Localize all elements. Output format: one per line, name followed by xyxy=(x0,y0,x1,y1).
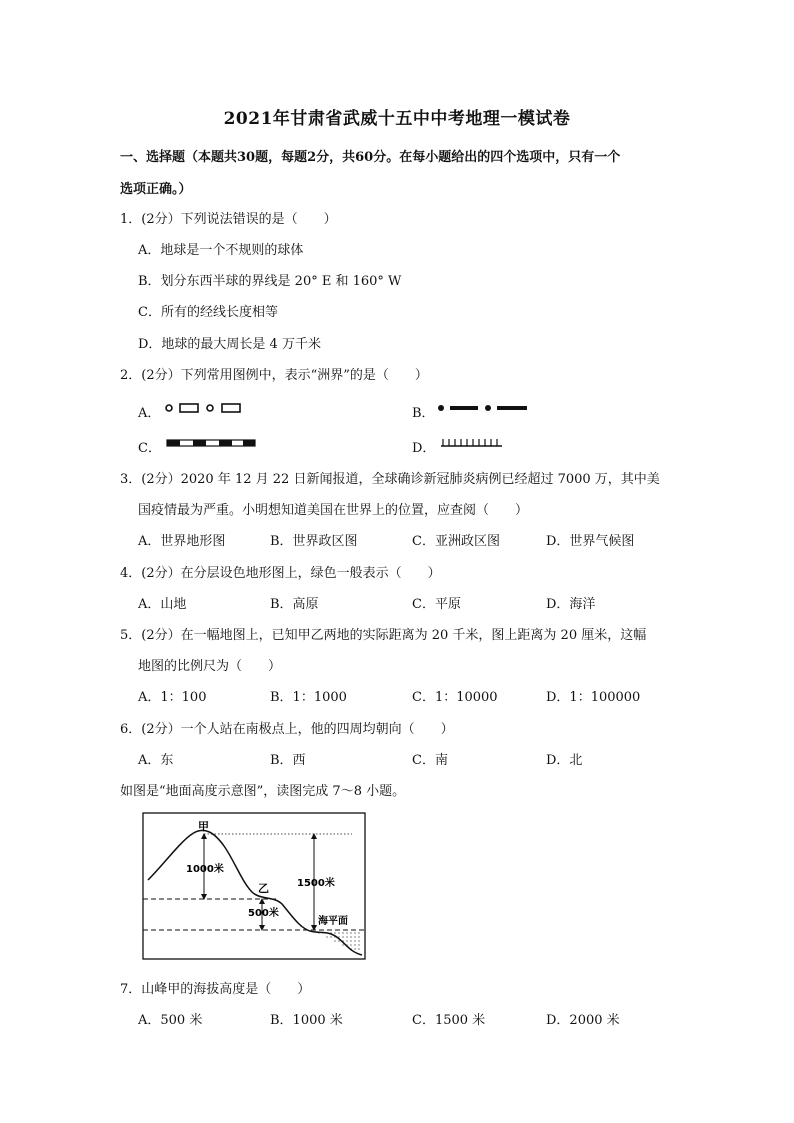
page-title: 2021年甘肃省武威十五中中考地理一模试卷 xyxy=(223,109,571,129)
section-heading-cont: 选项正确。） xyxy=(120,182,192,197)
q5-stem: 5．(2分）在一幅地图上，已知甲乙两地的实际距离为 20 千米，图上距离为 20 厘米，这幅 xyxy=(120,628,647,643)
q1-option-b[interactable]: B．划分东西半球的界线是 20° E 和 160° W xyxy=(138,274,402,289)
q1-option-d[interactable]: D．地球的最大周长是 4 万千米 xyxy=(138,337,321,352)
elevation-diagram xyxy=(142,812,366,960)
q6-stem: 6．(2分）一个人站在南极点上，他的四周均朝向（ ） xyxy=(120,722,454,737)
q3-option-a[interactable]: A．世界地形图 xyxy=(138,534,226,549)
q6-option-d[interactable]: D．北 xyxy=(546,753,583,768)
q3-option-c[interactable]: C．亚洲政区图 xyxy=(412,534,500,549)
q4-option-c[interactable]: C．平原 xyxy=(412,597,461,612)
q4-option-a[interactable]: A．山地 xyxy=(138,597,187,612)
legend-symbol-a-icon xyxy=(164,401,246,415)
q1-option-c[interactable]: C．所有的经线长度相等 xyxy=(138,305,278,320)
q2-option-d[interactable]: D． xyxy=(412,441,436,456)
q7-option-b[interactable]: B．1000 米 xyxy=(270,1013,343,1028)
label-sea-level: 海平面 xyxy=(318,916,348,927)
q3-option-d[interactable]: D．世界气候图 xyxy=(546,534,635,549)
q5-option-d[interactable]: D．1：100000 xyxy=(546,690,641,705)
q3-stem: 3．(2分）2020 年 12 月 22 日新闻报道，全球确诊新冠肺炎病例已经超过 7000 万，其中美 xyxy=(120,472,660,487)
legend-symbol-d-icon xyxy=(440,436,504,448)
q6-option-b[interactable]: B．西 xyxy=(270,753,306,768)
q2-option-c[interactable]: C． xyxy=(138,441,161,456)
legend-symbol-c-icon xyxy=(166,438,258,448)
q3-stem-cont: 国疫情最为严重。小明想知道美国在世界上的位置，应查阅（ ） xyxy=(138,503,529,518)
q5-option-c[interactable]: C．1：10000 xyxy=(412,690,498,705)
q1-option-a[interactable]: A．地球是一个不规则的球体 xyxy=(138,243,304,258)
label-500: 500米 xyxy=(248,908,279,919)
section-heading: 一、选择题（本题共30题，每题2分，共60分。在每小题给出的四个选项中，只有一个 xyxy=(120,150,621,165)
q2-stem: 2．(2分）下列常用图例中，表示“洲界”的是（ ） xyxy=(120,368,428,383)
q7-stem: 7．山峰甲的海拔高度是（ ） xyxy=(120,982,311,997)
q5-option-a[interactable]: A．1：100 xyxy=(138,690,207,705)
label-1000: 1000米 xyxy=(186,864,224,875)
q6-option-c[interactable]: C．南 xyxy=(412,753,448,768)
q7-option-a[interactable]: A．500 米 xyxy=(138,1013,203,1028)
q7-option-d[interactable]: D．2000 米 xyxy=(546,1013,620,1028)
q5-stem-cont: 地图的比例尺为（ ） xyxy=(138,659,282,674)
legend-symbol-b-icon xyxy=(436,401,532,415)
label-point: 乙 xyxy=(258,882,269,895)
q7-option-c[interactable]: C．1500 米 xyxy=(412,1013,486,1028)
q3-option-b[interactable]: B．世界政区图 xyxy=(270,534,358,549)
q6-option-a[interactable]: A．东 xyxy=(138,753,174,768)
q4-option-b[interactable]: B．高原 xyxy=(270,597,319,612)
q7-8-intro: 如图是“地面高度示意图”，读图完成 7～8 小题。 xyxy=(120,784,406,799)
q5-option-b[interactable]: B．1：1000 xyxy=(270,690,347,705)
q1-stem: 1．(2分）下列说法错误的是（ ） xyxy=(120,212,337,227)
label-peak: 甲 xyxy=(198,820,209,833)
q2-option-b[interactable]: B． xyxy=(412,406,435,421)
label-1500: 1500米 xyxy=(297,878,335,889)
q2-option-a[interactable]: A． xyxy=(138,406,161,421)
q4-option-d[interactable]: D．海洋 xyxy=(546,597,596,612)
q4-stem: 4．(2分）在分层设色地形图上，绿色一般表示（ ） xyxy=(120,566,441,581)
